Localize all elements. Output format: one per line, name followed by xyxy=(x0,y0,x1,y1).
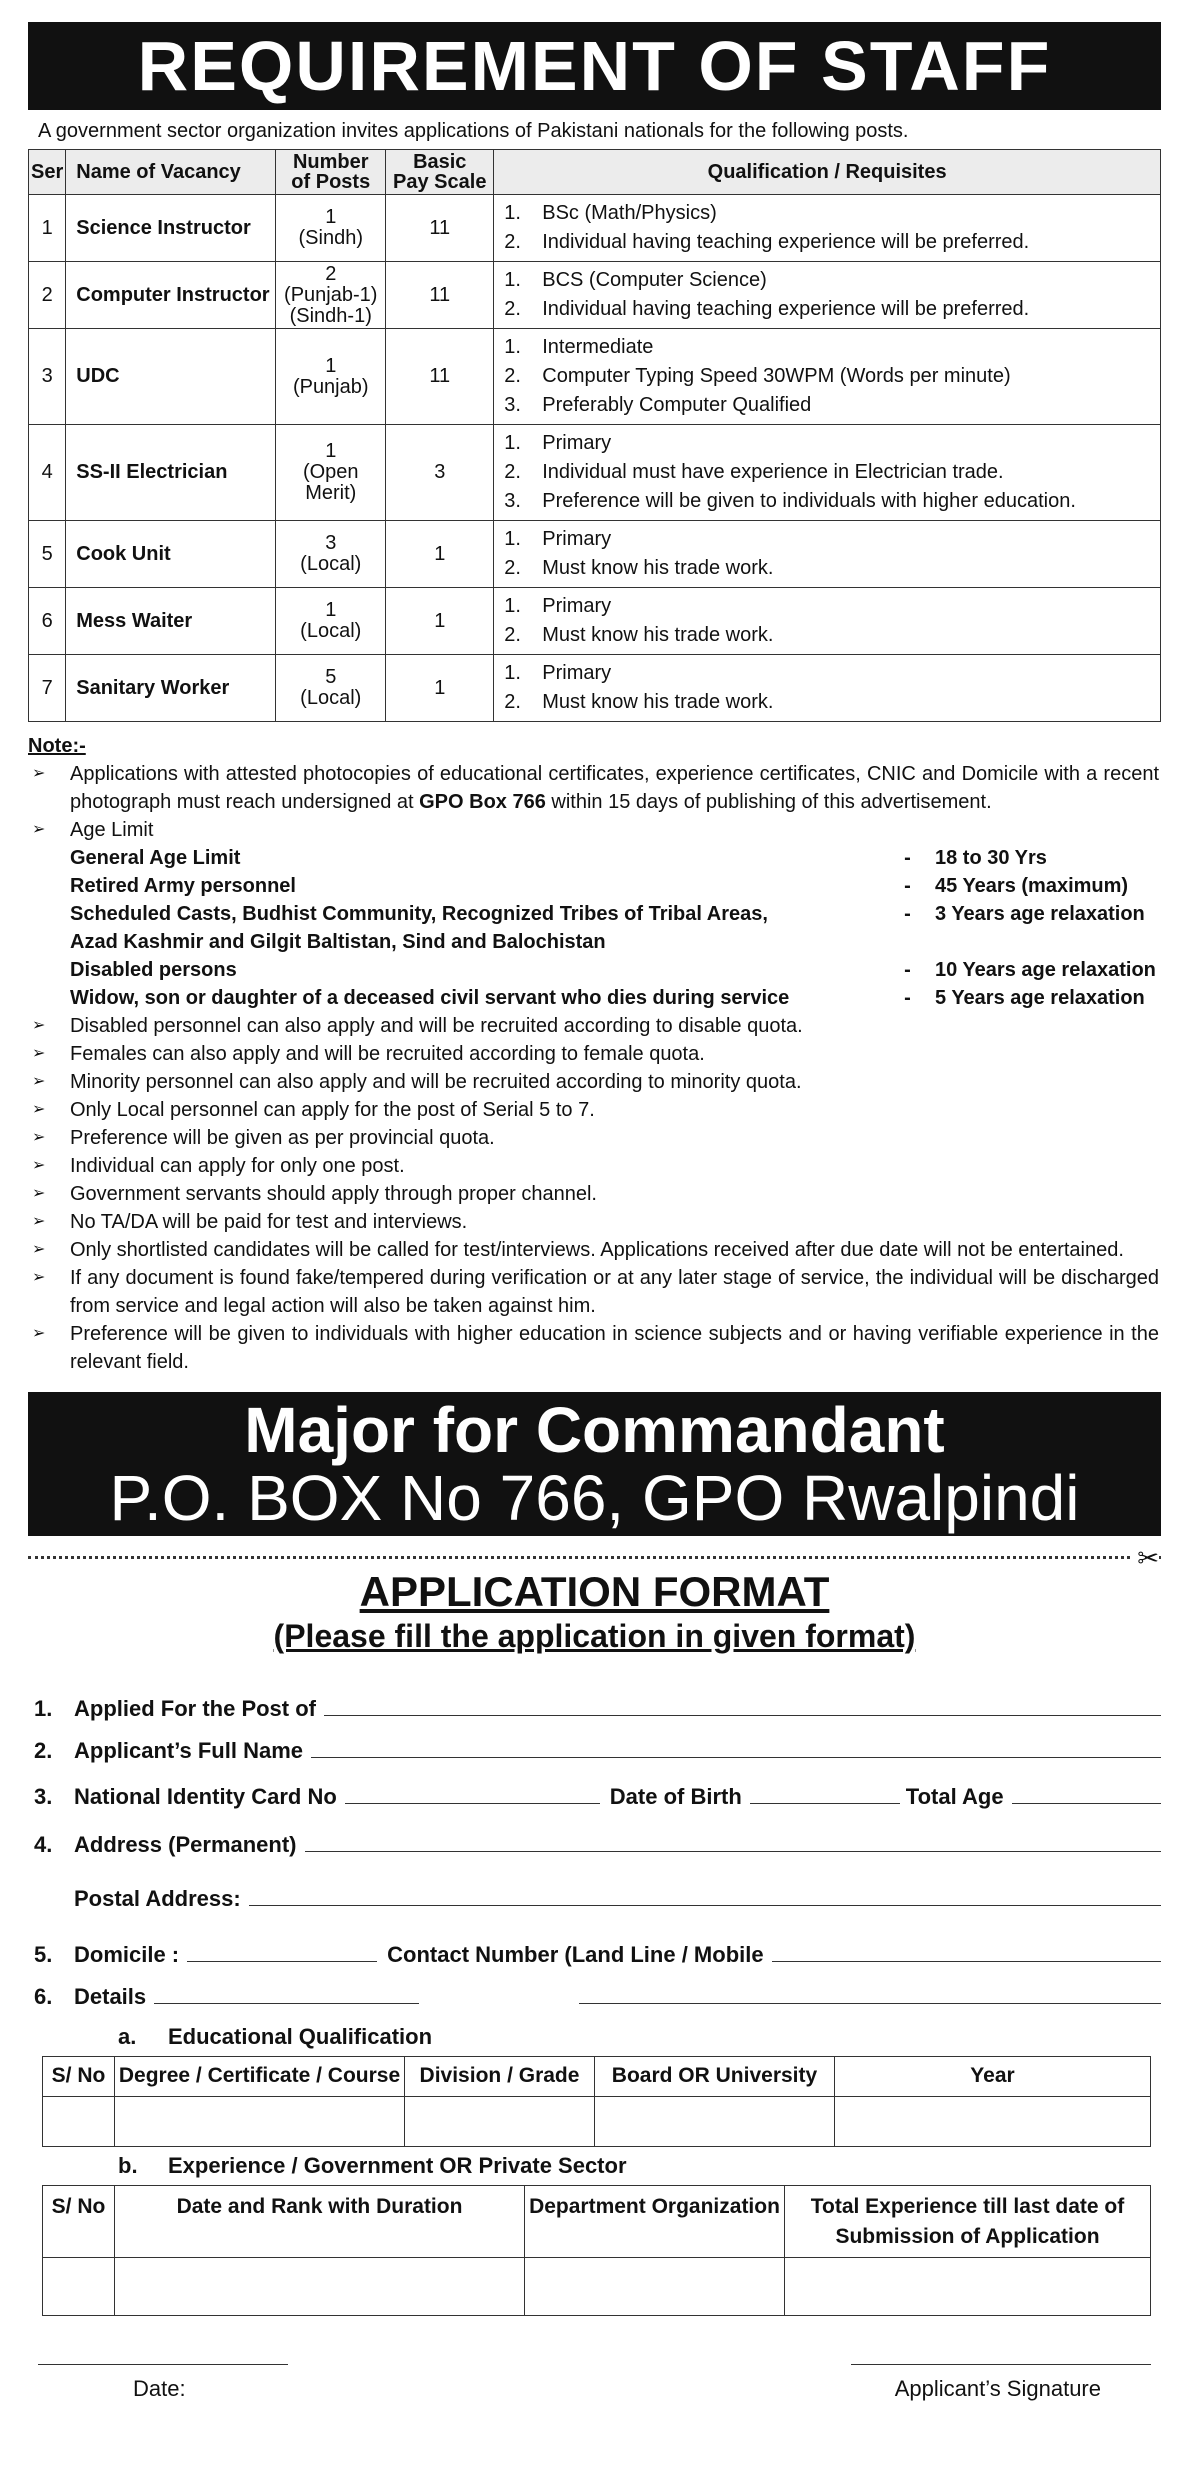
vacancy-ser: 4 xyxy=(29,425,66,521)
vacancy-posts xyxy=(276,195,386,262)
experience-table-row xyxy=(43,2258,1151,2316)
vacancy-pay-scale: 11 xyxy=(386,195,494,262)
vacancy-posts-line: (Punjab) xyxy=(292,375,369,398)
qualification-item: 1. Intermediate xyxy=(504,336,654,358)
education-table-header xyxy=(43,2057,1151,2097)
note-bullet xyxy=(28,1264,1161,1320)
vacancy-name: Sanitary Worker xyxy=(66,655,276,722)
edu-cell-board[interactable] xyxy=(595,2097,835,2147)
vacancy-pay-scale: 11 xyxy=(386,262,494,329)
permanent-address-input[interactable] xyxy=(305,1851,1161,1852)
vacancy-qualifications xyxy=(494,195,1161,262)
note-text: Government servants should apply through proper channel. xyxy=(70,1183,597,1205)
vacancy-posts-line: 5 xyxy=(325,666,337,688)
note-application-text-end: within 15 days of publishing of this advertisement. xyxy=(545,791,992,813)
note-text: Disabled personnel can also apply and will be recruited according to disable quota. xyxy=(70,1015,803,1037)
vacancy-ser: 5 xyxy=(29,521,66,588)
note-bullet xyxy=(28,1236,1161,1264)
vacancy-posts-line: (Punjab-1) xyxy=(284,283,378,306)
date-label: Date: xyxy=(133,2376,186,2401)
vacancy-row xyxy=(29,425,1161,521)
vacancy-posts xyxy=(276,329,386,425)
qualification-item: 1. Primary xyxy=(504,528,612,550)
vacancy-posts-line: (Local) xyxy=(300,620,362,642)
note-application-text: Applications with attested photocopies of educational certificates, experience certificates, CNIC and Domicile with a recent photograph must reach undersigned at xyxy=(70,763,1159,813)
note-bullet xyxy=(28,1096,1161,1124)
qualification-item: 1. BSc (Math/Physics) xyxy=(504,202,717,224)
age-limit-row: Retired Army personnel - 45 Years (maximum) xyxy=(70,875,1129,897)
arrow-icon: ➢ xyxy=(32,1241,46,1258)
intro-text: A government sector organization invites applications of Pakistani nationals for the following posts. xyxy=(38,120,909,142)
header-posts xyxy=(276,150,386,195)
vacancy-posts-line: (Open Merit) xyxy=(302,461,359,504)
arrow-icon: ➢ xyxy=(32,1073,46,1090)
vacancy-posts-line: 1 xyxy=(325,440,337,462)
edu-header-degree: Degree / Certificate / Course xyxy=(115,2057,405,2097)
vacancy-posts-line: (Local) xyxy=(300,687,362,709)
qualification-item: 3. Preferably Computer Qualified xyxy=(504,394,812,416)
arrow-icon: ➢ xyxy=(32,1325,46,1342)
date-input[interactable] xyxy=(38,2364,288,2365)
field-domicile-contact: 5. Domicile : Contact Number (Land Line / Mobile xyxy=(28,1914,1161,1970)
vacancy-posts-line: 1 xyxy=(325,599,337,621)
contact-banner xyxy=(28,1392,1161,1536)
note-bullet xyxy=(28,1068,1161,1096)
note-text: Minority personnel can also apply and will be recruited according to minority quota. xyxy=(70,1071,802,1093)
vacancy-ser: 7 xyxy=(29,655,66,722)
details-input[interactable] xyxy=(154,2003,419,2004)
field-cnic-dob-age: 3. National Identity Card No Date of Birth Total Age xyxy=(28,1766,1161,1812)
vacancy-row xyxy=(29,195,1161,262)
vacancy-posts-line: (Local) xyxy=(300,553,362,575)
details-input-2[interactable] xyxy=(579,2003,1161,2004)
vacancy-row xyxy=(29,329,1161,425)
exp-header-department: Department Organization xyxy=(525,2186,785,2258)
vacancy-row xyxy=(29,588,1161,655)
header-posts-line1: Number xyxy=(292,151,369,173)
qualification-item: 2. Must know his trade work. xyxy=(504,624,774,646)
arrow-icon: ➢ xyxy=(32,1269,46,1286)
note-text: Preference will be given as per provincial quota. xyxy=(70,1127,495,1149)
notes-heading: Note:- xyxy=(28,735,86,757)
vacancy-pay-scale: 11 xyxy=(386,329,494,425)
vacancy-pay-scale: 1 xyxy=(386,588,494,655)
application-form xyxy=(28,1672,1161,2426)
arrow-icon: ➢ xyxy=(32,1213,46,1230)
field-full-name: 2. Applicant’s Full Name xyxy=(28,1724,1161,1766)
note-text: Preference will be given to individuals with higher education in science subjects and or having verifiable experience in the relevant field. xyxy=(70,1323,1159,1373)
qualification-item: 2. Individual having teaching experience will be preferred. xyxy=(504,231,1030,253)
exp-cell-department[interactable] xyxy=(525,2258,785,2316)
age-limit-label: Age Limit xyxy=(70,819,154,841)
vacancy-name: Science Instructor xyxy=(66,195,276,262)
edu-cell-division[interactable] xyxy=(405,2097,595,2147)
age-limit-row: Widow, son or daughter of a deceased civil servant who dies during service - 5 Years age relaxation xyxy=(70,987,1145,1009)
header-scale-line2: Pay Scale xyxy=(393,171,487,193)
vacancy-row xyxy=(29,521,1161,588)
exp-header-date-rank: Date and Rank with Duration xyxy=(115,2186,525,2258)
note-bullet xyxy=(28,1320,1161,1376)
note-bullet xyxy=(28,1012,1161,1040)
vacancy-qualifications xyxy=(494,262,1161,329)
vacancy-ser: 2 xyxy=(29,262,66,329)
edu-header-year: Year xyxy=(835,2057,1151,2097)
contact-office: Major for Commandant xyxy=(244,1394,945,1466)
field-details: 6. Details xyxy=(28,1970,1161,2012)
domicile-input[interactable] xyxy=(187,1961,377,1962)
contact-number-input[interactable] xyxy=(772,1961,1161,1962)
age-limit-row: Azad Kashmir and Gilgit Baltistan, Sind and Balochistan xyxy=(70,931,606,953)
exp-cell-total-experience[interactable] xyxy=(785,2258,1151,2316)
arrow-icon: ➢ xyxy=(32,1129,46,1146)
qualification-item: 3. Preference will be given to individuals with higher education. xyxy=(504,490,1076,512)
full-name-input[interactable] xyxy=(311,1757,1161,1758)
note-text: If any document is found fake/tempered during verification or at any later stage of service, the individual will be discharged from service and legal action will also be taken against him. xyxy=(70,1267,1159,1317)
vacancy-pay-scale: 1 xyxy=(386,521,494,588)
vacancy-posts-line: 2 xyxy=(325,262,337,285)
arrow-icon: ➢ xyxy=(32,1101,46,1118)
signature-label: Applicant’s Signature xyxy=(894,2376,1101,2401)
field-post-applied: 1. Applied For the Post of xyxy=(28,1672,1161,1724)
signature-area xyxy=(28,2316,1161,2426)
header-scale-line1: Basic xyxy=(413,151,467,173)
qualification-item: 1. Primary xyxy=(504,595,612,617)
edu-cell-sno[interactable] xyxy=(43,2097,115,2147)
vacancy-table xyxy=(28,149,1161,722)
vacancy-pay-scale: 3 xyxy=(386,425,494,521)
vacancy-posts xyxy=(276,588,386,655)
vacancy-qualifications xyxy=(494,329,1161,425)
age-limit-row: General Age Limit - 18 to 30 Yrs xyxy=(70,847,1047,869)
vacancy-posts-line: 1 xyxy=(325,206,337,228)
header-name: Name of Vacancy xyxy=(66,150,276,195)
education-section-label: a. Educational Qualification xyxy=(118,2024,433,2050)
note-bullet xyxy=(28,1040,1161,1068)
note-text: Individual can apply for only one post. xyxy=(70,1155,405,1177)
application-format-subtitle: (Please fill the application in given format) xyxy=(273,1618,916,1654)
arrow-icon: ➢ xyxy=(32,765,46,782)
edu-cell-degree[interactable] xyxy=(115,2097,405,2147)
experience-table xyxy=(42,2185,1151,2316)
exp-header-total-experience: Total Experience till last date of Submission of Application xyxy=(785,2186,1151,2258)
vacancy-pay-scale: 1 xyxy=(386,655,494,722)
header-ser: Ser xyxy=(29,150,66,195)
qualification-item: 1. BCS (Computer Science) xyxy=(504,269,767,291)
vacancy-name: UDC xyxy=(66,329,276,425)
vacancy-name: Cook Unit xyxy=(66,521,276,588)
page-title: REQUIREMENT OF STAFF xyxy=(28,22,1161,110)
application-format-title: APPLICATION FORMAT xyxy=(359,1568,830,1615)
signature-input[interactable] xyxy=(851,2364,1151,2365)
note-bullet xyxy=(28,1208,1161,1236)
scissors-icon: ✂ xyxy=(1133,1541,1159,1576)
vacancy-row xyxy=(29,655,1161,722)
age-limit-list xyxy=(28,844,1161,1012)
qualification-item: 2. Computer Typing Speed 30WPM (Words per minute) xyxy=(504,365,1011,387)
age-limit-row: Scheduled Casts, Budhist Community, Recognized Tribes of Tribal Areas, - 3 Years age relaxation xyxy=(70,903,1145,925)
note-text: Only shortlisted candidates will be called for test/interviews. Applications received after due date will not be entertained. xyxy=(70,1239,1124,1261)
edu-header-board: Board OR University xyxy=(595,2057,835,2097)
vacancy-posts xyxy=(276,425,386,521)
experience-section-label: b. Experience / Government OR Private Sector xyxy=(118,2153,627,2179)
arrow-icon: ➢ xyxy=(32,1185,46,1202)
vacancy-posts xyxy=(276,655,386,722)
vacancy-ser: 6 xyxy=(29,588,66,655)
vacancy-row xyxy=(29,262,1161,329)
arrow-icon: ➢ xyxy=(32,821,46,838)
cut-line xyxy=(28,1543,1161,1573)
vacancy-qualifications xyxy=(494,588,1161,655)
note-bullet xyxy=(28,816,1161,844)
cnic-input[interactable] xyxy=(345,1803,600,1804)
arrow-icon: ➢ xyxy=(32,1157,46,1174)
vacancy-name: Mess Waiter xyxy=(66,588,276,655)
note-bullet xyxy=(28,1180,1161,1208)
header-qualification: Qualification / Requisites xyxy=(494,150,1161,195)
education-table xyxy=(42,2056,1151,2147)
note-bullet xyxy=(28,1152,1161,1180)
note-bullet xyxy=(28,760,1161,816)
edu-cell-year[interactable] xyxy=(835,2097,1151,2147)
age-limit-row: Disabled persons - 10 Years age relaxation xyxy=(70,959,1156,981)
qualification-item: 2. Must know his trade work. xyxy=(504,691,774,713)
vacancy-name: Computer Instructor xyxy=(66,262,276,329)
vacancy-qualifications xyxy=(494,655,1161,722)
vacancy-ser: 1 xyxy=(29,195,66,262)
exp-cell-sno[interactable] xyxy=(43,2258,115,2316)
vacancy-qualifications xyxy=(494,521,1161,588)
qualification-item: 2. Must know his trade work. xyxy=(504,557,774,579)
vacancy-posts xyxy=(276,262,386,329)
vacancy-table-body xyxy=(29,195,1161,722)
note-text: Only Local personnel can apply for the post of Serial 5 to 7. xyxy=(70,1099,595,1121)
vacancy-posts-line: (Sindh) xyxy=(298,227,363,249)
note-gpo-box: GPO Box 766 xyxy=(419,791,546,813)
qualification-item: 1. Primary xyxy=(504,662,612,684)
contact-address: P.O. BOX No 766, GPO Rwalpindi xyxy=(109,1462,1080,1534)
vacancy-posts-line: (Sindh-1) xyxy=(289,304,372,327)
arrow-icon: ➢ xyxy=(32,1045,46,1062)
exp-cell-date-rank[interactable] xyxy=(115,2258,525,2316)
edu-header-sno: S/ No xyxy=(43,2057,115,2097)
exp-header-sno: S/ No xyxy=(43,2186,115,2258)
note-bullet-list xyxy=(28,1012,1161,1376)
post-applied-input[interactable] xyxy=(324,1715,1161,1716)
education-table-row xyxy=(43,2097,1151,2147)
vacancy-name: SS-II Electrician xyxy=(66,425,276,521)
experience-table-header xyxy=(43,2186,1151,2258)
postal-address-input[interactable] xyxy=(249,1905,1161,1906)
field-postal-address: Postal Address: xyxy=(28,1860,1161,1914)
header-posts-line2: of Posts xyxy=(291,171,371,193)
qualification-item: 2. Individual must have experience in Electrician trade. xyxy=(504,461,1004,483)
note-bullet xyxy=(28,1124,1161,1152)
vacancy-ser: 3 xyxy=(29,329,66,425)
vacancy-table-header xyxy=(29,150,1161,195)
vacancy-posts-line: 3 xyxy=(325,532,337,554)
notes-section xyxy=(28,732,1161,1376)
qualification-item: 1. Primary xyxy=(504,432,612,454)
date-of-birth-input[interactable] xyxy=(750,1803,900,1804)
vacancy-posts-line: 1 xyxy=(325,354,337,377)
header-scale xyxy=(386,150,494,195)
qualification-item: 2. Individual having teaching experience will be preferred. xyxy=(504,298,1030,320)
vacancy-qualifications xyxy=(494,425,1161,521)
note-text: No TA/DA will be paid for test and interviews. xyxy=(70,1211,468,1233)
note-text: Females can also apply and will be recruited according to female quota. xyxy=(70,1043,705,1065)
total-age-input[interactable] xyxy=(1012,1803,1161,1804)
arrow-icon: ➢ xyxy=(32,1017,46,1034)
vacancy-posts xyxy=(276,521,386,588)
field-permanent-address: 4. Address (Permanent) xyxy=(28,1812,1161,1860)
edu-header-division: Division / Grade xyxy=(405,2057,595,2097)
